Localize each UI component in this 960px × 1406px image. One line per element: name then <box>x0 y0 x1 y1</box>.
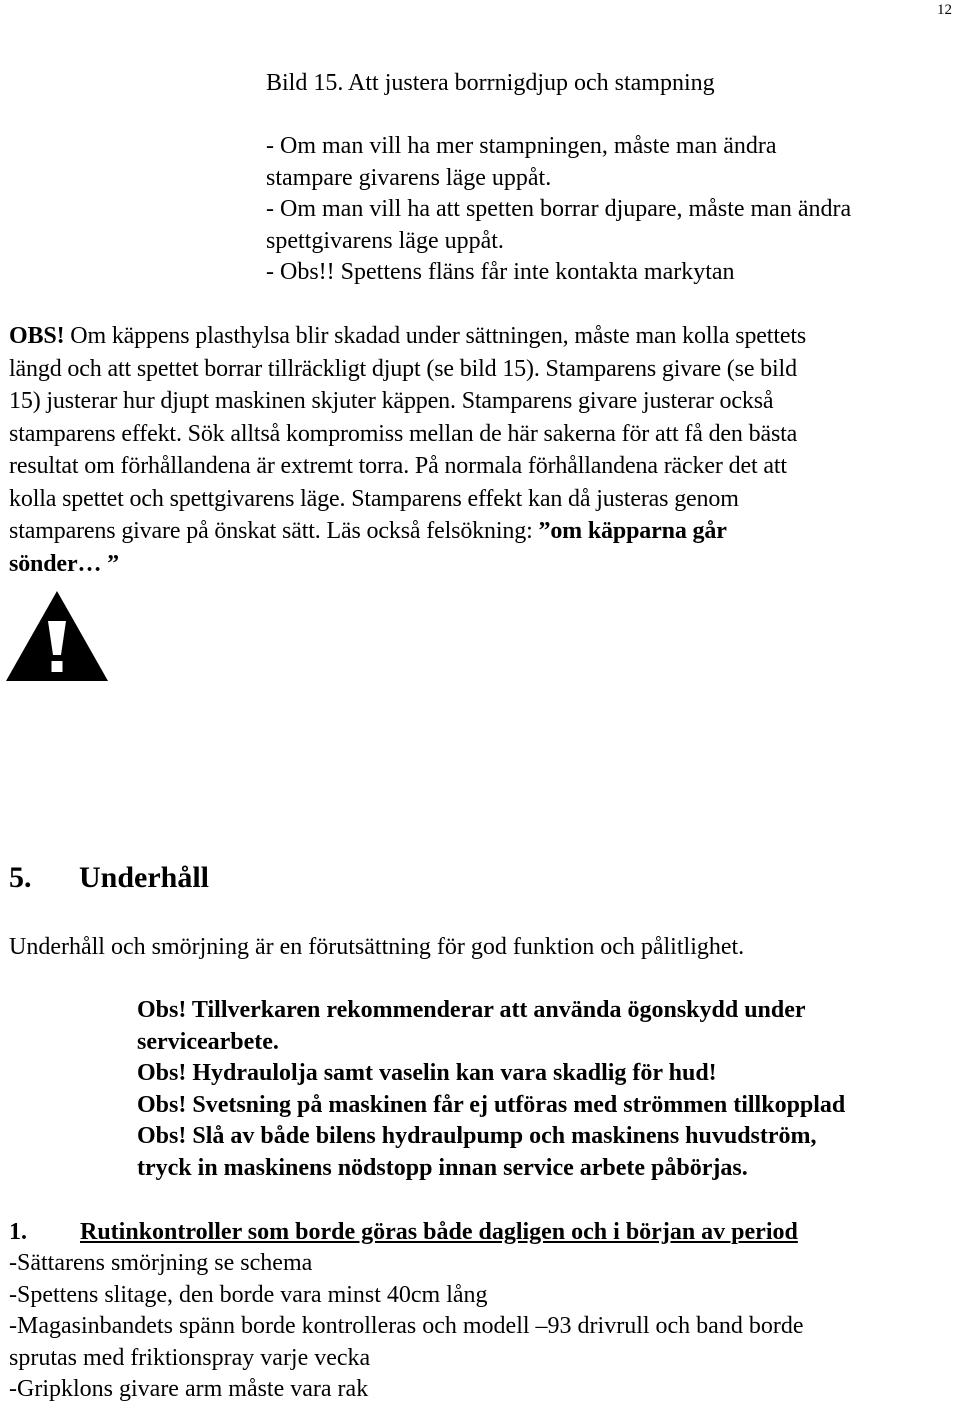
subsection-number: 1. <box>9 1219 27 1245</box>
paragraph-line <box>9 515 954 548</box>
note-line: spettgivarens läge uppåt. <box>266 227 504 254</box>
paragraph-line: kolla spettet och spettgivarens läge. Stamparens effekt kan då justeras genom <box>9 485 739 512</box>
note-line: stampare givarens läge uppåt. <box>266 164 552 191</box>
troubleshooting-reference: ”om käpparna går <box>538 518 727 544</box>
adjustment-notes <box>266 131 851 289</box>
section-heading <box>9 858 209 898</box>
safety-warnings <box>137 995 845 1184</box>
obs-lead: OBS! <box>9 323 65 349</box>
paragraph-line: längd och att spettet borrar tillräckligt djupt (se bild 15). Stamparens givare (se bild <box>9 355 797 382</box>
paragraph-line: resultat om förhållandena är extremt torra. På normala förhållandena räcker det att <box>9 453 787 479</box>
paragraph-line: 15) justerar hur djupt maskinen skjuter käppen. Stamparens givare justerar också <box>9 388 774 414</box>
subsection-heading <box>9 1216 798 1248</box>
warning-triangle-icon <box>4 589 110 683</box>
note-line: - Obs!! Spettens fläns får inte kontakta markytan <box>266 259 735 285</box>
checklist-item: -Magasinbandets spänn borde kontrolleras och modell –93 drivrull och band borde <box>9 1313 804 1340</box>
paragraph-line <box>9 320 954 353</box>
warning-line: Obs! Slå av både bilens hydraulpump och maskinens huvudström, <box>137 1123 817 1149</box>
obs-paragraph <box>9 320 954 580</box>
paragraph-text: Om käppens plasthylsa blir skadad under sättningen, måste man kolla spettets <box>64 323 807 349</box>
figure-caption: Bild 15. Att justera borrnigdjup och stampning <box>266 70 715 96</box>
checklist-item: -Gripklons givare arm måste vara rak <box>9 1376 369 1403</box>
note-line: - Om man vill ha att spetten borrar djupare, måste man ändra <box>266 196 852 222</box>
checklist-item: -Spettens slitage, den borde vara minst 40cm lång <box>9 1281 488 1308</box>
warning-line: servicearbete. <box>137 1028 279 1055</box>
warning-line: tryck in maskinens nödstopp innan service arbete påbörjas. <box>137 1154 748 1181</box>
routine-checklist <box>9 1248 803 1406</box>
troubleshooting-reference-end: sönder… ” <box>9 550 119 577</box>
subsection-title: Rutinkontroller som borde göras både dagligen och i början av period <box>80 1219 798 1245</box>
checklist-item: -Sättarens smörjning se schema <box>9 1250 313 1276</box>
page-number: 12 <box>937 2 952 18</box>
warning-line: Obs! Tillverkaren rekommenderar att använda ögonskydd under <box>137 997 806 1023</box>
section-number: 5. <box>9 861 32 894</box>
paragraph-line: stamparens effekt. Sök alltså kompromiss mellan de här sakerna för att få den bästa <box>9 420 798 447</box>
maintenance-intro: Underhåll och smörjning är en förutsättning för god funktion och pålitlighet. <box>9 934 745 960</box>
section-title: Underhåll <box>79 861 210 894</box>
paragraph-text: stamparens givare på önskat sätt. Läs också felsökning: <box>9 518 539 544</box>
warning-line: Obs! Svetsning på maskinen får ej utföras med strömmen tillkopplad <box>137 1091 846 1118</box>
warning-line: Obs! Hydraulolja samt vaselin kan vara skadlig för hud! <box>137 1060 717 1086</box>
note-line: - Om man vill ha mer stampningen, måste man ändra <box>266 133 777 159</box>
checklist-item: sprutas med friktionspray varje vecka <box>9 1344 371 1371</box>
